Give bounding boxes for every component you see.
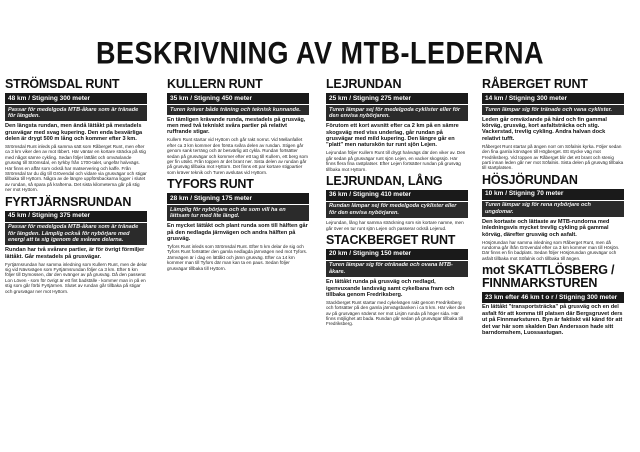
route-title: HÖSJÖRUNDAN (482, 172, 578, 187)
route-section (482, 78, 624, 171)
route-description: Tyfors Runt inleds som Strömsdal Runt. Efter 5 km delar de sig och Tyfors Runt fortsätter den gamla nedlagda järnvägen ned mot Tyfors. Järnvägen är i dag en lättåkt och jämn grusväg. Efter ca 14 km kommer man till Tyfors där man kan ta en paus. Sedan följer grusvägar tillbaka till Hyttorn. (167, 244, 308, 271)
route-title: TYFORS RUNT (167, 177, 254, 192)
route-stats-bar: 45 km / Stigning 375 meter (5, 211, 147, 222)
route-section (326, 234, 468, 327)
route-stats-bar: 35 km / Stigning 450 meter (167, 93, 309, 104)
route-suitability: Turen lämpar sig för otränade och ovana MTB-åkare. (326, 261, 468, 277)
route-stats-bar: 20 km / Stigning 150 meter (326, 249, 468, 260)
route-title: mot SKATTLÖSBERG / FINNMARKSTUREN (482, 263, 615, 291)
column-2 (167, 78, 309, 274)
route-intro: En lättåkt "transportsträcka" på grusväg och en del asfalt för att komma till platsen där Bergsgruvet ders ut på Finnmarksturen. Byn är faktiskt väl känd för att det var här som skalden Dan Andersson hade sitt barndomshem, Luossastugan. (482, 304, 623, 336)
route-section (482, 264, 624, 336)
route-title: KULLERN RUNT (167, 77, 263, 91)
route-section (167, 78, 309, 175)
route-stats-bar: 10 km / Stigning 70 meter (482, 189, 624, 200)
route-suitability: Turen lämpar sej för medelgoda cyklister eller för den envisa nybörjaren. (326, 105, 468, 121)
route-suitability: Turen kräver både träning och teknisk kunnande. (167, 105, 309, 115)
route-intro: En lättåkt runda på grusväg och nedlagd, igenvuxande landsväg samt cykelbana fram och tillbaka genom Fredriksberg. (326, 279, 455, 298)
route-suitability: Passar för medelgoda MTB-åkare som är tränade för längden. (5, 105, 147, 121)
route-description: Stackberget Runt startar med cykelvägen rakt genom Fredriksberg och fortsätter på den gamla järnvägsbanken i ca 5 km. Här viker den av på grusvägen söderut ner mot Lisjön runda på höger sida. Här finns möjlighet att bada. Rundan går sedan på grusvägar tillbaka till Fredriksberg. (326, 299, 466, 327)
column-3 (326, 78, 468, 330)
route-intro: En mycket lättåkt och plant runda som till hälften går på den nedlagda järnvägen och andra hälften på grusväg. (167, 223, 308, 243)
route-section (5, 196, 147, 295)
route-suitability: Lämplig för nybörjare och de som vill ha en lättsam tur med lite längd. (167, 205, 309, 221)
route-suitability: Turen lämpar sig för rena nybörjare och ungdomar. (482, 201, 624, 217)
route-intro: En tämligen krävande runda, mestadels på grusväg, men med två tekniskt svåra partier på relativt ruffrande stigar. (167, 116, 306, 136)
route-stats-bar: 25 km / Stigning 275 meter (326, 93, 468, 104)
route-description: Lejrundan, lång har samma sträckning som sin kortare namne, men går över en tur runt sjön Lejen och passerar också Lejerud. (326, 220, 464, 231)
route-suitability: Rundan lämpar sej för medelgoda cyklister eller för den envisa nybörjaren. (326, 202, 468, 218)
route-intro: Rundan har två svårare partier, är för övrigt förmiljer lättåkt. Går mestadels på grusvägar. (5, 247, 145, 260)
route-stats-bar: 48 km / Stigning 300 meter (5, 93, 147, 104)
route-section (5, 78, 147, 193)
route-section (326, 78, 468, 172)
route-stats-bar: 36 km / Stigning 410 meter (326, 190, 468, 201)
route-title: FYRTJÄRNSRUNDAN (5, 194, 132, 209)
route-description: Lejrundan följer Kullern Runt till drygt halvvägs där den viker av. Den går sedan på grusvägar runt sjön Lejen, en vacker skogssjö. Här finns flera fina rastplatser. Efter Lejen fortsätter rundan på grusväg tillbaka mot Hyttorn. (326, 150, 466, 172)
column-4 (482, 78, 624, 339)
route-suitability: Turen lämpar sig för tränade och vana cyklister. (482, 105, 624, 115)
route-description: Strömsdal Runt inleds på samma sätt som Råberget Runt, men efter ca 3 km viker den av mot Ibbert. Här väntar en kortare sträcka på stig med något sämre cykling. Sedan följer lättåkt och omväxlande grusväg till Strömsdal, en tyrkby från 1700-talet, ungefär halvvägs. Här finns en affär som också har matservering och kaffe. Från Strömsdal tar du dig till Grövendal och vidare via grusvägar och stigar tillbaka till Hyttorn. Några av de längre uppförsbackarna ligger i slutet av rundan, så spara på krafterna. Det sista kilometerna går på stig ner mot Hyttorn. (5, 143, 147, 193)
route-title: LEJRUNDAN (326, 77, 402, 91)
route-title: LEJRUNDAN, LÅNG (326, 173, 443, 188)
route-section (482, 174, 624, 262)
route-title: STRÖMSDAL RUNT (5, 77, 120, 91)
route-description: Kullern Runt startar vid Hyttorn och går rakt norrut. Vid Mellanfallet efter ca 3 km kommer den första svåra delen av rundan. Stigen går genom sank terräng och är besvärlig att cykla. Rundan fortsätter sedan på grusvägar och kommer efter ett tag till Kullern, ett berg som ger fin utsikt. Från toppen är det brant ner. Sista delen av rundan går på grusväg tillbaka mot Hyttorn. Det finns ett par kortare stigpartier som kräver teknik och Turen avslutas vid Hyttorn. (167, 137, 308, 175)
route-description: Hösjörundan har samma inledning som Råberget Runt, men då rundorna går ifrån Grövendal efter ca 3 km kommer man till Hösjön. Där finns en fin badplats. Sedan följer Hösjörundan grusvägar och asfalt tillbaka mot Söfalnis och tillbaka till ängen. (482, 239, 620, 261)
route-stats-bar: 23 km efter 46 km t o r / Stigning 300 meter (482, 292, 624, 303)
route-title: STACKBERGET RUNT (326, 232, 456, 247)
route-section (167, 178, 309, 271)
route-intro: Förutom ett kort avsnitt efter ca 2 km på en sämre skogsväg med viss underlag, går rundan på grusvägar med mild kupering. Den längre går en "platt" men naturskön tur runt sjön Lejen. (326, 123, 459, 149)
route-description: Råberget Runt startar på ängen norr om Söfalnis kyrka. Följer sedan den fina gamla körvägen till Högberget. Ett stycke väg mot Fredriksberg. Vid toppen av Råberget blir det ett brant och stenig parti innan leden går ner mot Söfalnis. Sista delen på grusväg tillbaka till startplatsen. (482, 143, 624, 171)
route-intro: Den längsta rundan, men ändå lättåkt på mestadels grusvägar med svag kupering. Den enda besvärliga delen är drygt 500 m lång och kommer efter 3 km. (5, 123, 143, 142)
route-section (326, 175, 468, 231)
route-description: Fyrtjärnsrundan har samma inledning som Kullern Runt, men de delar sig vid Nävsvägen som Fyrtjärnsrundan följer ca 3 km. Efter 5 km följer till Dymossen, där den svänger av på grusväg. Då den passerat Lon Löven - som för övrigt är ett fint badställe - kommer man in på en stig som går förbi Fyrtjärnen. Slutet av rundan går tillbaka på stigar och grusvägar ner mot Hyttorn. (5, 261, 147, 294)
route-suitability: Passar för medelgoda MTB-åkare som är tränade för längden. Lämplig också för nybörjare med energi att ta sig igenom de svårare delarna. (5, 223, 147, 246)
route-stats-bar: 28 km / Stigning 175 meter (167, 193, 309, 204)
route-intro: Leden går omväxlande på hård och fin gammal körväg, grusväg, kort asfaltsträcka och stig. Vackerstad, trevlig cykling. Andra halvan dock relativt tufft. (482, 116, 607, 142)
page-title: BESKRIVNING AV MTB-LEDERNA (95, 35, 544, 71)
route-title: RÅBERGET RUNT (482, 77, 588, 91)
column-1 (5, 78, 147, 297)
route-intro: Den kortaste och lättaste av MTB-rundorna med inledningsvis mycket trevlig cykling på gammal körväg, därefter grusväg och asfalt. (482, 218, 610, 238)
route-stats-bar: 14 km / Stigning 300 meter (482, 93, 624, 104)
